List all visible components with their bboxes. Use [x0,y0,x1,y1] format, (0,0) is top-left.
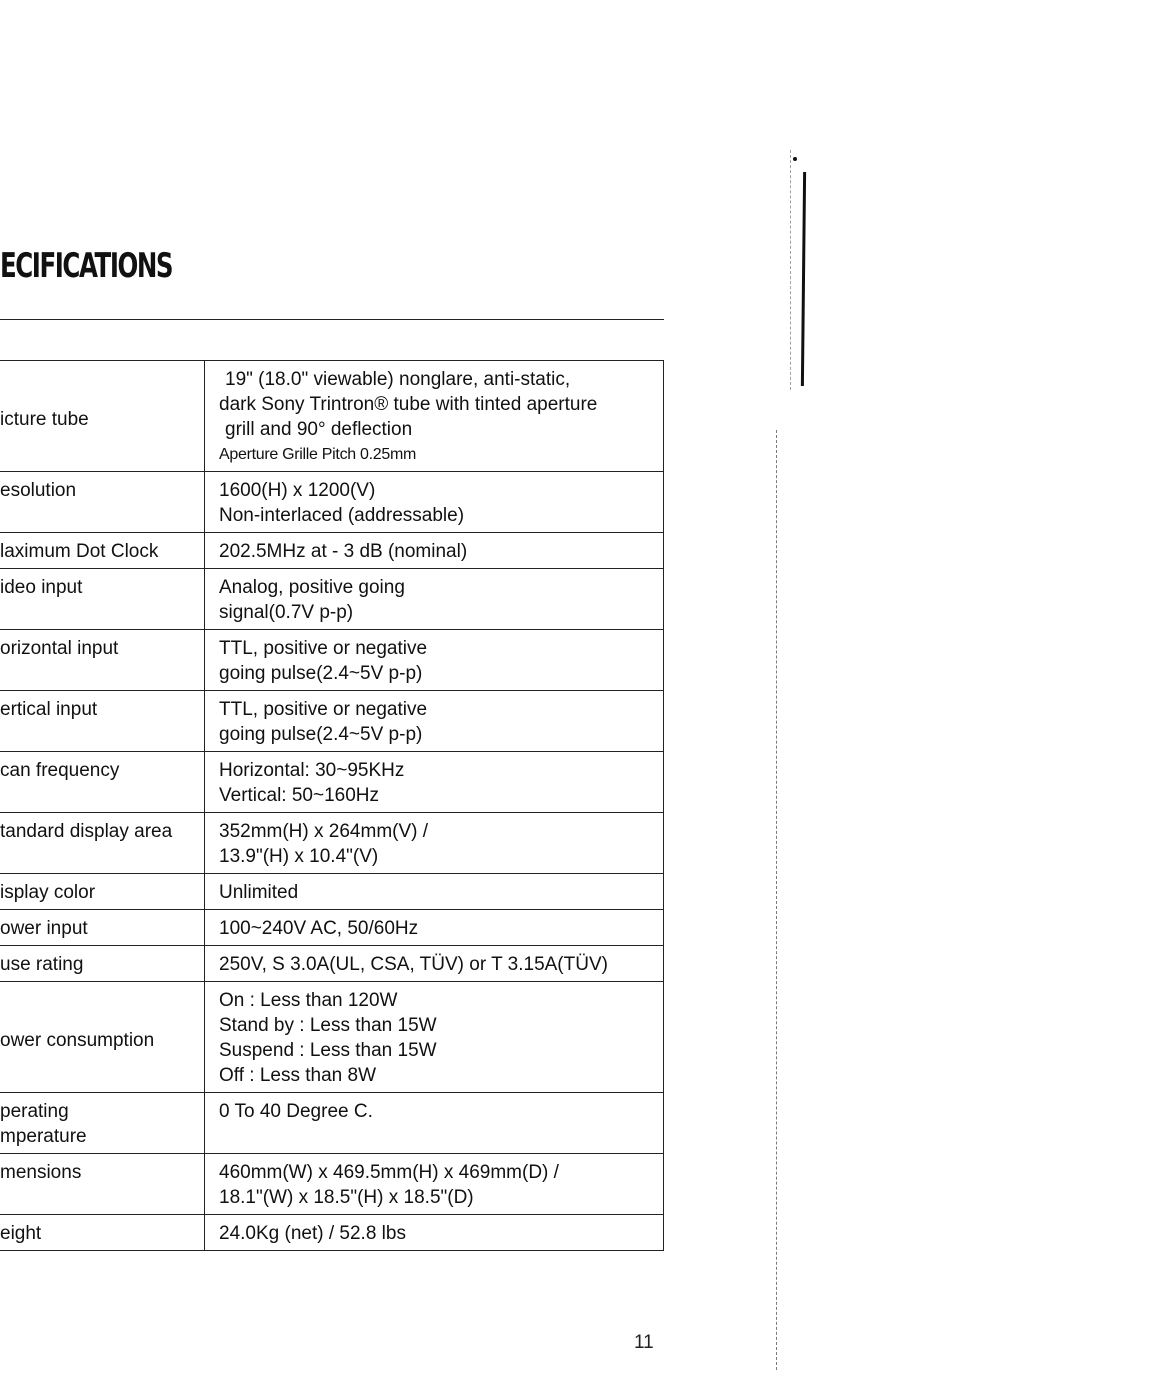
spec-label: can frequency [0,760,120,781]
spec-value [205,946,664,982]
spec-label: ower consumption [0,1029,155,1051]
spec-value-line: Suspend : Less than 15W [219,1040,437,1061]
spec-label: ideo input [0,577,83,598]
spec-value-line: 250V, S 3.0A(UL, CSA, TÜV) or T 3.15A(TÜV) [219,954,608,975]
scan-edge-line [776,430,778,1370]
spec-row [0,533,664,569]
spec-value-line: TTL, positive or negative [219,699,428,720]
margin-dot [793,157,797,161]
spec-value-line: Analog, positive going [219,577,405,598]
spec-value [205,472,664,533]
spec-value-line: 24.0Kg (net) / 52.8 lbs [219,1223,406,1244]
spec-value-line: Aperture Grille Pitch 0.25mm [219,446,417,463]
spec-label: eight [0,1223,42,1244]
spec-label: laximum Dot Clock [0,541,159,562]
spec-value [205,1093,664,1154]
spec-row [0,982,664,1093]
spec-row [0,1154,664,1215]
spec-row [0,813,664,874]
spec-value-line: going pulse(2.4~5V p-p) [219,663,423,684]
spec-label: mensions [0,1162,82,1183]
page-number: 11 [634,1332,654,1353]
spec-value-line: Stand by : Less than 15W [219,1015,437,1036]
spec-row [0,874,664,910]
spec-value-line: grill and 90° deflection [225,419,413,440]
spec-value-line: 202.5MHz at - 3 dB (nominal) [219,541,468,562]
spec-value-line: 100~240V AC, 50/60Hz [219,918,419,939]
spec-value [205,910,664,946]
spec-value [205,982,664,1093]
spec-row [0,910,664,946]
spec-value [205,533,664,569]
spec-value-line: On : Less than 120W [219,990,398,1011]
spec-table [0,360,664,1251]
spec-value-line: signal(0.7V p-p) [219,602,354,623]
spec-value-line: Unlimited [219,882,299,903]
spec-value [205,1215,664,1251]
spec-value [205,691,664,752]
spec-row [0,361,664,472]
spec-value [205,1154,664,1215]
spec-label: ertical input [0,699,98,720]
spec-label: icture tube [0,408,89,430]
spec-value [205,752,664,813]
spec-value [205,569,664,630]
spec-row [0,691,664,752]
spec-value-line: 460mm(W) x 469.5mm(H) x 469mm(D) / [219,1162,559,1183]
spec-row [0,946,664,982]
spec-value [205,630,664,691]
spec-value-line: going pulse(2.4~5V p-p) [219,724,423,745]
spec-value [205,813,664,874]
spec-row [0,1093,664,1154]
spec-value-line [219,1124,663,1149]
spec-label: isplay color [0,882,96,903]
margin-binding-bar [801,172,806,386]
spec-value-line: 19" (18.0" viewable) nonglare, anti-static, [225,369,571,390]
spec-row [0,1215,664,1251]
spec-table-body [0,361,664,1251]
spec-label: orizontal input [0,638,119,659]
spec-value [205,361,664,472]
spec-value-line: 18.1"(W) x 18.5"(H) x 18.5"(D) [219,1187,474,1208]
spec-value-line: Horizontal: 30~95KHz [219,760,405,781]
spec-value-line: 0 To 40 Degree C. [219,1101,373,1122]
spec-label: tandard display area [0,821,173,842]
spec-value-line: TTL, positive or negative [219,638,428,659]
spec-label: ower input [0,918,88,939]
spec-value [205,874,664,910]
spec-label: use rating [0,954,84,975]
spec-value-line: 13.9"(H) x 10.4"(V) [219,846,379,867]
title-rule [0,319,664,320]
spec-value-line: Off : Less than 8W [219,1065,377,1086]
page-title: ECIFICATIONS [0,246,173,286]
spec-row [0,630,664,691]
spec-value-line: Vertical: 50~160Hz [219,785,380,806]
spec-label: esolution [0,480,77,501]
spec-label: perating mperature [0,1101,87,1147]
spec-value-line: 352mm(H) x 264mm(V) / [219,821,429,842]
spec-row [0,752,664,813]
spec-row [0,472,664,533]
spec-value-line: dark Sony Trintron® tube with tinted aperture [219,394,598,415]
spec-row [0,569,664,630]
scan-edge-line-upper [790,150,792,390]
spec-value-line: 1600(H) x 1200(V) [219,480,376,501]
spec-value-line: Non-interlaced (addressable) [219,505,465,526]
